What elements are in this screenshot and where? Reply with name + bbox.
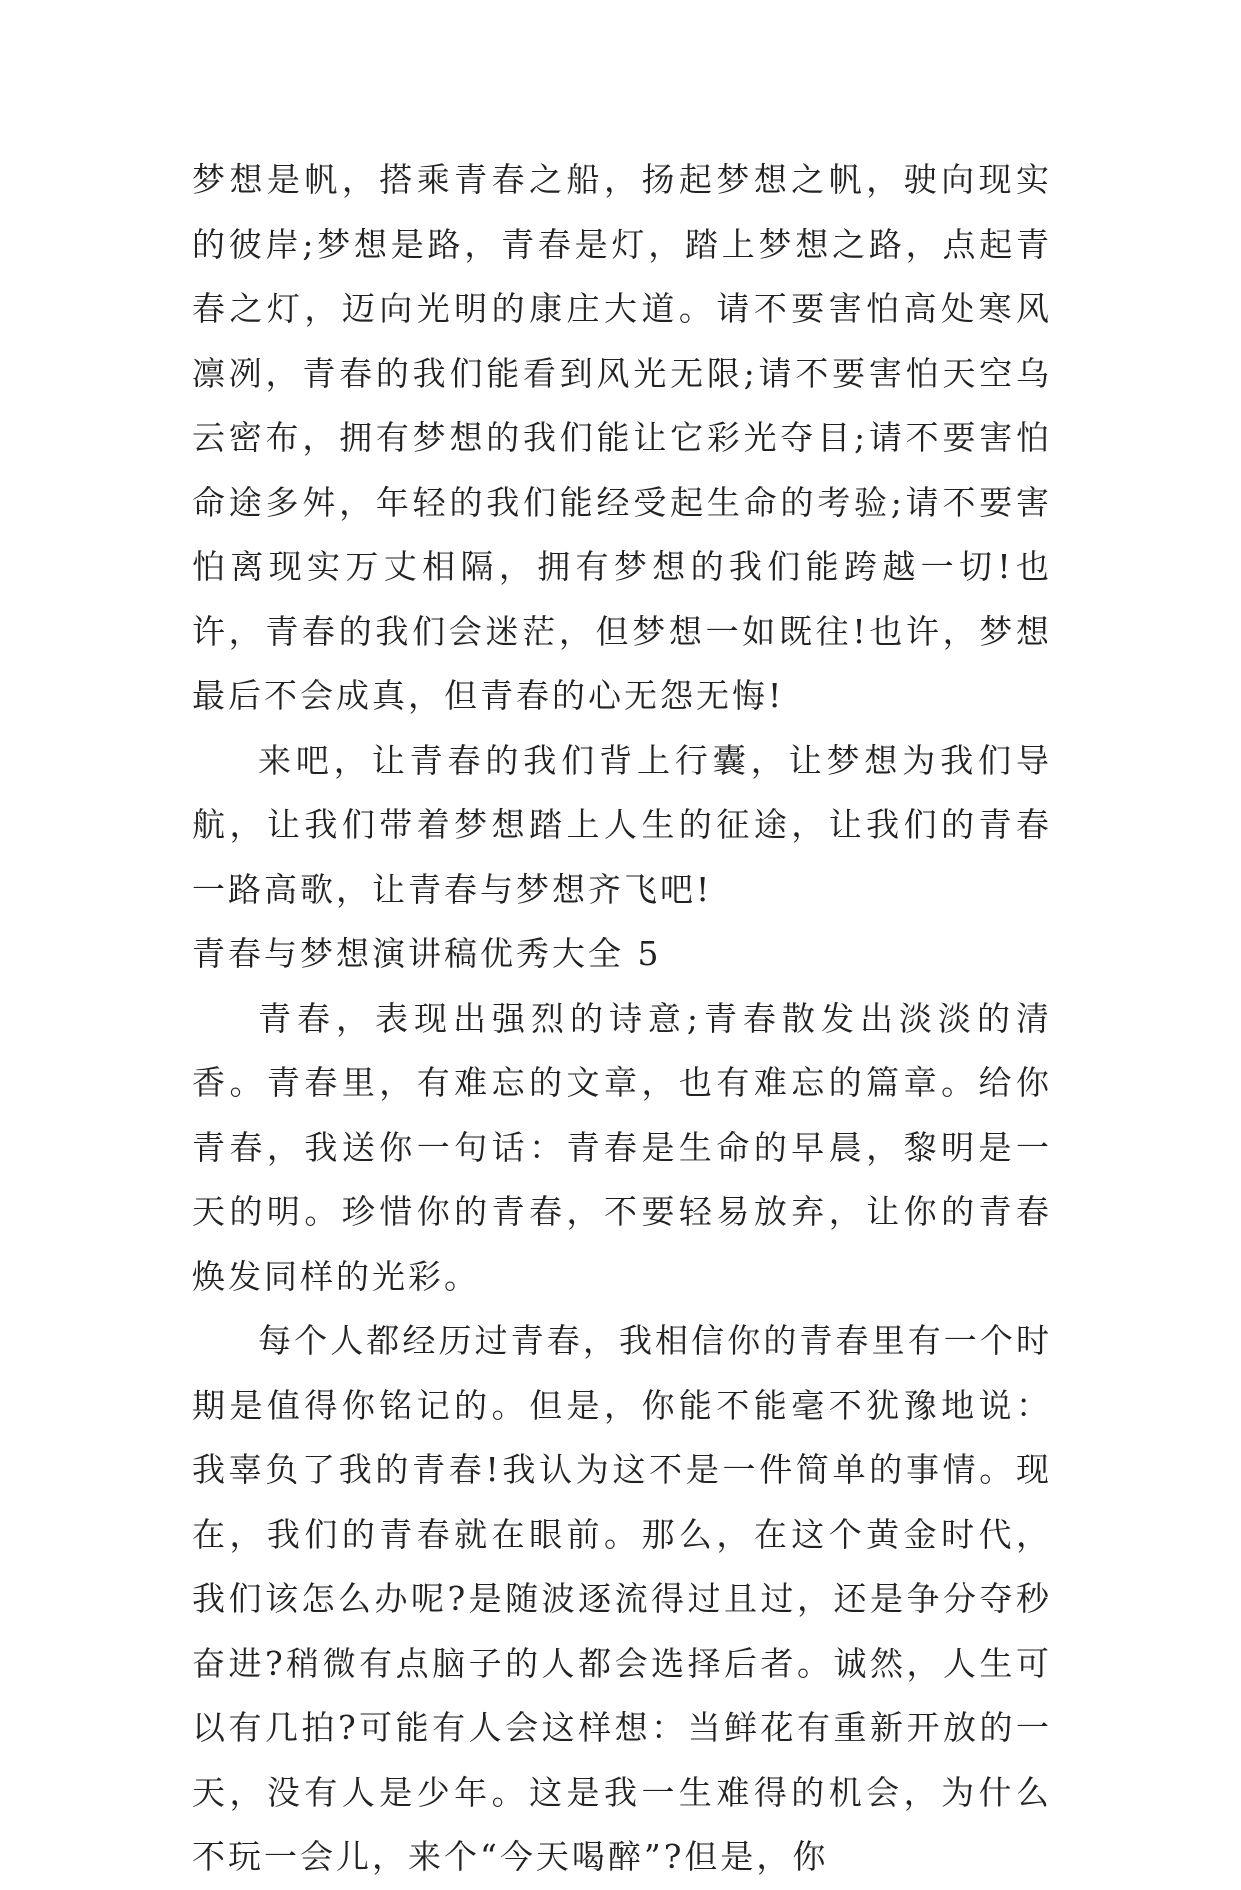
paragraph: 来吧，让青春的我们背上行囊，让梦想为我们导航，让我们带着梦想踏上人生的征途，让我们的青春一路高歌，让青春与梦想齐飞吧! <box>192 740 1052 909</box>
paragraph: 梦想是帆，搭乘青春之船，扬起梦想之帆，驶向现实的彼岸;梦想是路，青春是灯，踏上梦想之路，点起青春之灯，迈向光明的康庄大道。请不要害怕高处寒风凛冽，青春的我们能看到风光无限;请不要害怕天空乌云密布，拥有梦想的我们能让它彩光夺目;请不要害怕命途多舛，年轻的我们能经受起生命的考验;请不要害怕离现实万丈相隔，拥有梦想的我们能跨越一切!也许，青春的我们会迷茫，但梦想一如既往!也许，梦想最后不会成真，但青春的心无怨无悔! <box>192 160 1052 715</box>
document-body <box>192 148 1052 1890</box>
section-title: 青春与梦想演讲稿优秀大全 5 <box>192 934 662 973</box>
paragraph: 青春，表现出强烈的诗意;青春散发出淡淡的清香。青春里，有难忘的文章，也有难忘的篇章。给你青春，我送你一句话：青春是生命的早晨，黎明是一天的明。珍惜你的青春，不要轻易放弃，让你的青春焕发同样的光彩。 <box>192 998 1052 1296</box>
paragraph: 每个人都经历过青春，我相信你的青春里有一个时期是值得你铭记的。但是，你能不能毫不犹豫地说：我辜负了我的青春!我认为这不是一件简单的事情。现在，我们的青春就在眼前。那么，在这个黄金时代，我们该怎么办呢?是随波逐流得过且过，还是争分夺秒奋进?稍微有点脑子的人都会选择后者。诚然，人生可以有几拍?可能有人会这样想：当鲜花有重新开放的一天，没有人是少年。这是我一生难得的机会，为什么不玩一会儿，来个“今天喝醉”?但是，你 <box>192 1321 1052 1876</box>
